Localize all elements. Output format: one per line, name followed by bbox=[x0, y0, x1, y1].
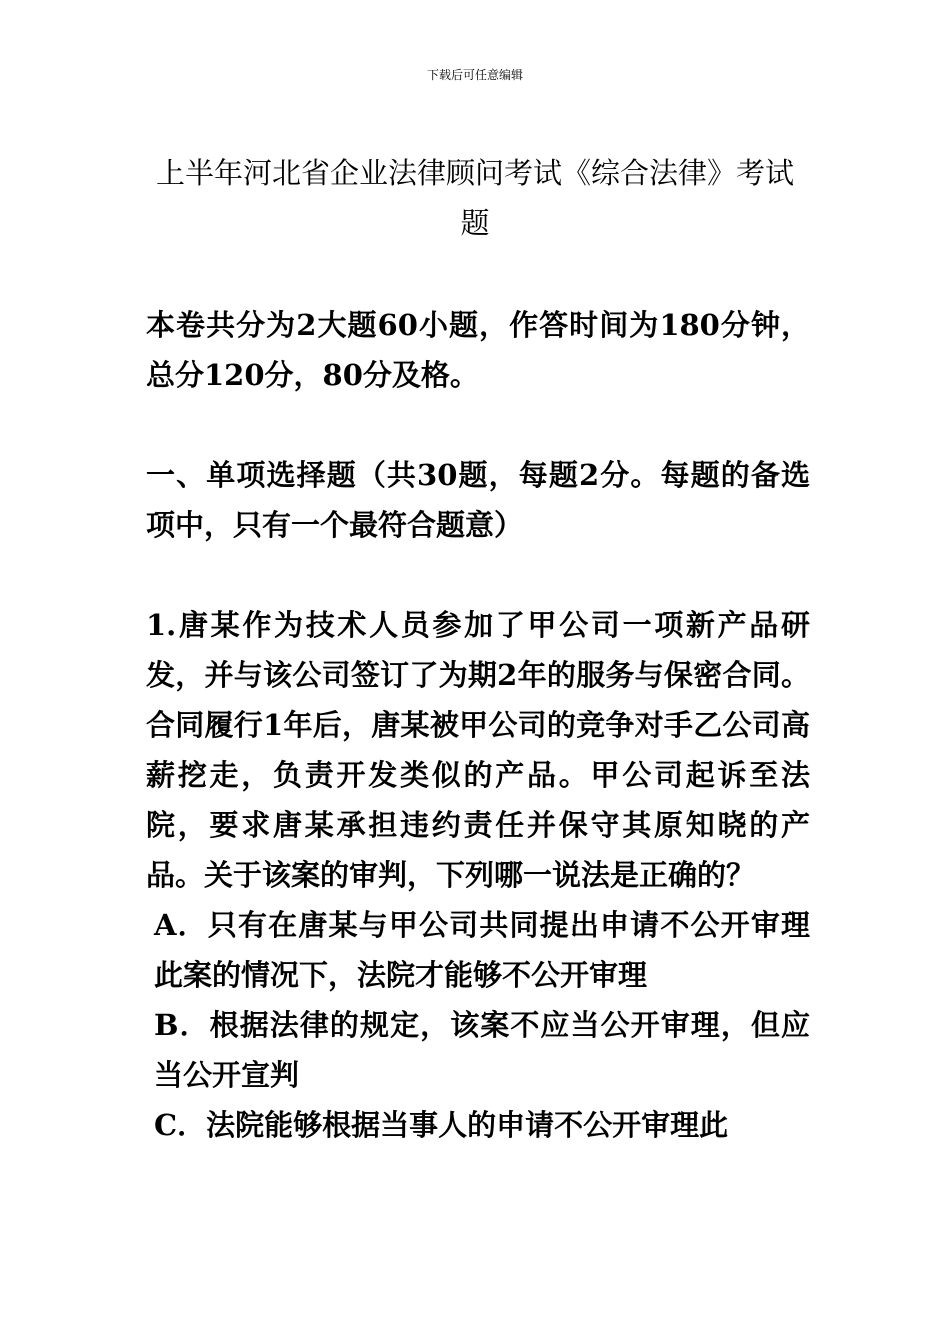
header-note: 下载后可任意编辑 bbox=[426, 68, 523, 82]
option-c: C．法院能够根据当事人的申请不公开审理此 bbox=[154, 1108, 729, 1142]
option-a: A．只有在唐某与甲公司共同提出申请不公开审理此案的情况下，法院才能够不公开审理 bbox=[154, 908, 810, 992]
title-line-1: 上半年河北省企业法律顾问考试《综合法律》考试 bbox=[155, 156, 794, 190]
exam-intro: 本卷共分为2大题60小题，作答时间为180分钟，总分120分，80分及格。 bbox=[146, 308, 810, 392]
title-line-2: 题 bbox=[460, 206, 490, 240]
option-b: B．根据法律的规定，该案不应当公开审理，但应当公开宣判 bbox=[154, 1008, 810, 1092]
question-1 bbox=[146, 600, 810, 1150]
section-heading: 一、单项选择题（共30题，每题2分。每题的备选项中，只有一个最符合题意） bbox=[146, 458, 810, 542]
page-title bbox=[148, 148, 802, 248]
question-stem: 1.唐某作为技术人员参加了甲公司一项新产品研发，并与该公司签订了为期2年的服务与保密合同。合同履行1年后，唐某被甲公司的竞争对手乙公司高薪挖走，负责开发类似的产品。甲公司起诉至法院，要求唐某承担违约责任并保守其原知晓的产品。关于该案的审判，下列哪一说法是正确的？ bbox=[146, 608, 810, 892]
